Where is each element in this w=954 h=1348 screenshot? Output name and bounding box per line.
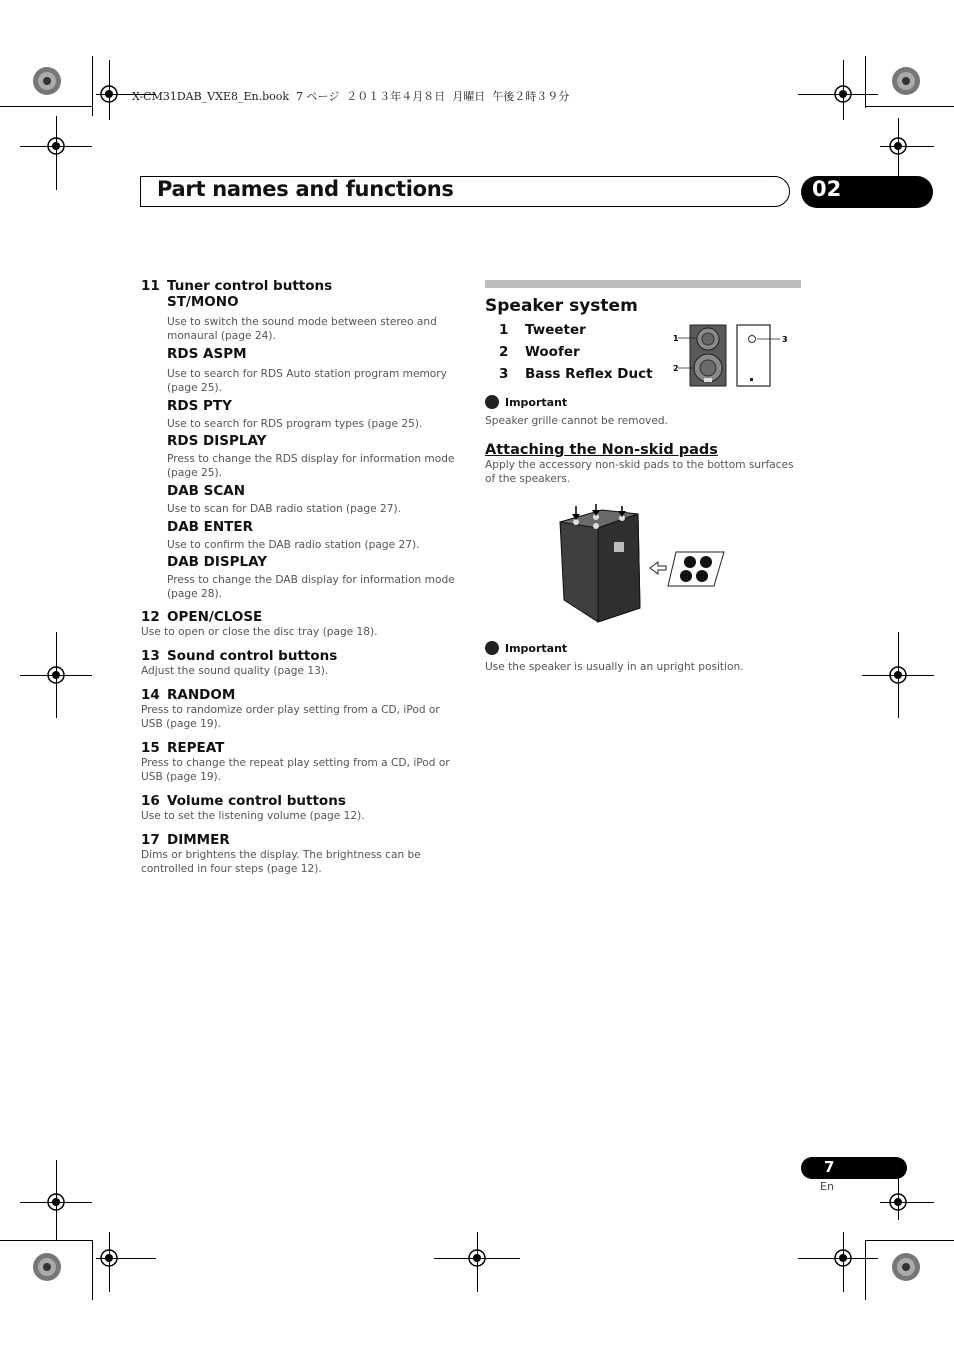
item-heading: 12 OPEN/CLOSE xyxy=(141,609,263,625)
non-skid-pads-illustration xyxy=(556,504,728,626)
registration-target-icon xyxy=(882,130,914,162)
item-heading: 15 REPEAT xyxy=(141,740,225,756)
speaker-diagram xyxy=(668,322,792,390)
registration-target-icon xyxy=(40,130,72,162)
item-description: Press to change the repeat play setting from a CD, iPod or USB (page 19). xyxy=(141,757,450,783)
important-icon xyxy=(485,395,499,409)
registration-target-icon xyxy=(882,1186,914,1218)
registration-target-icon xyxy=(461,1242,493,1274)
item-heading: 14 RANDOM xyxy=(141,687,236,703)
item-heading: 11 Tuner control buttons xyxy=(141,278,333,294)
color-rosette-icon xyxy=(32,1252,62,1282)
sub-heading: DAB SCAN xyxy=(167,483,246,499)
important-note-heading: Important xyxy=(485,396,801,410)
item-description: Use to search for RDS program types (page 25). xyxy=(167,418,423,430)
color-rosette-icon xyxy=(32,66,62,96)
sub-heading: DAB ENTER xyxy=(167,519,253,535)
sub-heading: RDS PTY xyxy=(167,398,232,414)
item-description: Press to randomize order play setting from a CD, iPod or USB (page 19). xyxy=(141,704,440,730)
registration-target-icon xyxy=(93,1242,125,1274)
important-note-heading: Important xyxy=(485,642,801,656)
sub-heading: RDS ASPM xyxy=(167,346,247,362)
item-description: Adjust the sound quality (page 13). xyxy=(141,665,329,677)
important-note-text: Speaker grille cannot be removed. xyxy=(485,415,668,427)
list-item: 3 Bass Reflex Duct xyxy=(499,366,653,382)
language-code: En xyxy=(820,1180,834,1193)
chapter-number: 02 xyxy=(812,177,842,201)
registration-target-icon xyxy=(40,1186,72,1218)
item-description: Use to open or close the disc tray (page 18). xyxy=(141,626,378,638)
registration-target-icon xyxy=(93,78,125,110)
diagram-label-3: 3 xyxy=(782,335,788,344)
registration-target-icon xyxy=(827,78,859,110)
item-heading: 16 Volume control buttons xyxy=(141,793,346,809)
page-number-badge xyxy=(801,1157,907,1179)
item-description: Use to switch the sound mode between stereo and monaural (page 24). xyxy=(167,316,437,342)
item-description: Dims or brightens the display. The brightness can be controlled in four steps (page 12). xyxy=(141,849,421,875)
important-note-block xyxy=(485,642,801,674)
diagram-label-1: 1 xyxy=(673,334,679,343)
subsection-title: Attaching the Non-skid pads xyxy=(485,442,718,458)
color-rosette-icon xyxy=(891,1252,921,1282)
subsection-description: Apply the accessory non-skid pads to the bottom surfaces of the speakers. xyxy=(485,459,794,485)
registration-target-icon xyxy=(827,1242,859,1274)
list-item: 1 Tweeter xyxy=(499,322,586,338)
left-column xyxy=(141,278,461,876)
diagram-label-2: 2 xyxy=(673,364,679,373)
item-description: Use to scan for DAB radio station (page 27). xyxy=(167,503,401,515)
item-description: Use to confirm the DAB radio station (page 27). xyxy=(167,539,420,551)
page-title: Part names and functions xyxy=(157,177,454,201)
print-file-info: X-CM31DAB_VXE8_En.book 7 ページ ２０１３年４月８日 月曜日 午後２時３９分 xyxy=(132,90,570,103)
item-description: Press to change the DAB display for information mode (page 28). xyxy=(167,574,455,600)
item-description: Press to change the RDS display for information mode (page 25). xyxy=(167,453,455,479)
page-number: 7 xyxy=(824,1158,835,1176)
sub-heading: RDS DISPLAY xyxy=(167,433,267,449)
item-heading: 13 Sound control buttons xyxy=(141,648,338,664)
section-title: Speaker system xyxy=(485,296,638,316)
item-description: Use to search for RDS Auto station program memory (page 25). xyxy=(167,368,447,394)
sub-heading: ST/MONO xyxy=(167,294,239,310)
registration-target-icon xyxy=(882,659,914,691)
important-note-text: Use the speaker is usually in an upright position. xyxy=(485,661,744,673)
sub-heading: DAB DISPLAY xyxy=(167,554,268,570)
item-heading: 17 DIMMER xyxy=(141,832,230,848)
item-description: Use to set the listening volume (page 12). xyxy=(141,810,365,822)
list-item: 2 Woofer xyxy=(499,344,580,360)
important-icon xyxy=(485,641,499,655)
registration-target-icon xyxy=(40,659,72,691)
color-rosette-icon xyxy=(891,66,921,96)
section-divider xyxy=(485,280,801,288)
